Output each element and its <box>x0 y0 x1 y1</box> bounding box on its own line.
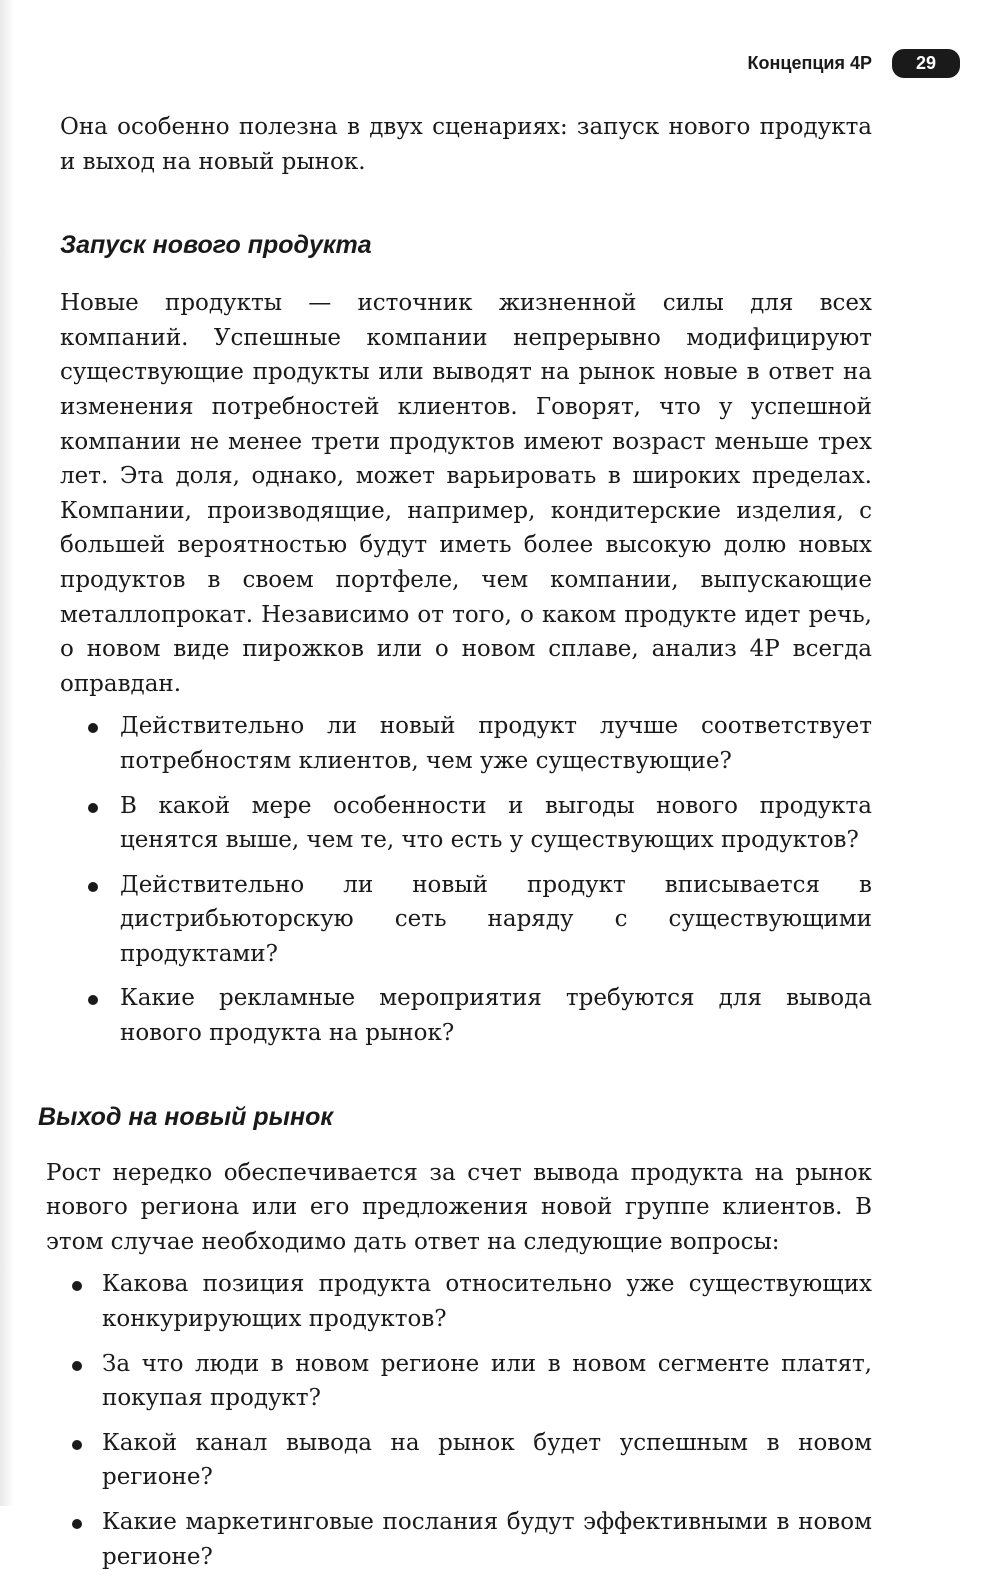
section-paragraph-new-market: Рост нередко обеспечивается за счет вывода продукта на рынок нового региона или его предложения новой группе клиентов. В этом случае необходимо дать ответ на следующие вопросы: <box>46 1159 872 1255</box>
bullet-icon <box>72 1519 82 1529</box>
bullet-list-new-product <box>60 709 872 1050</box>
list-item-text: Какова позиция продукта относительно уже существующих конкурирующих продуктов? <box>102 1271 872 1333</box>
bullet-icon <box>88 882 98 892</box>
list-item <box>46 1505 872 1574</box>
list-item <box>60 789 872 858</box>
list-item-text: Действительно ли новый продукт лучше соответствует потребностям клиентов, чем уже существующие? <box>120 713 872 774</box>
list-item <box>46 1426 872 1495</box>
bullet-icon <box>72 1361 82 1371</box>
list-item <box>46 1267 872 1336</box>
list-item-text: В какой мере особенности и выгоды нового продукта ценятся выше, чем те, что есть у существующих продуктов? <box>120 792 872 854</box>
bullet-icon <box>88 803 98 813</box>
bullet-icon <box>72 1440 82 1450</box>
list-item <box>46 1347 872 1416</box>
section-heading-new-market: Выход на новый рынок <box>38 1102 334 1131</box>
page-number-badge: 29 <box>892 49 960 78</box>
section-new-market <box>38 1102 872 1575</box>
list-item-text: Действительно ли новый продукт вписывается в дистрибьюторскую сеть наряду с существующими продуктами? <box>120 871 872 967</box>
section-heading-new-product: Запуск нового продукта <box>60 231 372 260</box>
list-item-text: Какой канал вывода на рынок будет успешным в новом регионе? <box>102 1429 872 1491</box>
page-edge-shadow <box>0 0 14 1506</box>
page-body <box>38 110 872 1584</box>
bullet-icon <box>72 1281 82 1291</box>
section-paragraph-new-product: Новые продукты — источник жизненной силы для всех компаний. Успешные компании непрерывно модифицируют существующие продукты или выводят на рынок новые в ответ на изменения потребностей клиентов. Говорят, что у успешной компании не менее трети продуктов имеют возраст меньше трех лет. Эта доля, однако, может варьировать в широких пределах. Компании, производящие, например, кондитерские изделия, с большей вероятностью будут иметь более высокую долю новых продуктов в своем портфеле, чем компании, выпускающие металлопрокат. Независимо от того, о каком продукте идет речь, о новом виде пирожков или о новом сплаве, анализ 4P всегда оправдан. <box>60 290 872 697</box>
bullet-icon <box>88 723 98 733</box>
intro-paragraph: Она особенно полезна в двух сценариях: запуск нового продукта и выход на новый рынок. <box>60 114 872 175</box>
bullet-list-new-market <box>46 1267 872 1574</box>
list-item <box>60 868 872 972</box>
list-item <box>60 981 872 1050</box>
bullet-icon <box>88 995 98 1005</box>
list-item-text: За что люди в новом регионе или в новом сегменте платят, покупая продукт? <box>102 1350 872 1412</box>
running-title: Концепция 4Р <box>747 52 872 73</box>
list-item <box>60 709 872 778</box>
list-item-text: Какие маркетинговые послания будут эффективными в новом регионе? <box>102 1509 872 1570</box>
page-header <box>748 48 960 78</box>
list-item-text: Какие рекламные мероприятия требуются для вывода нового продукта на рынок? <box>120 985 872 1047</box>
